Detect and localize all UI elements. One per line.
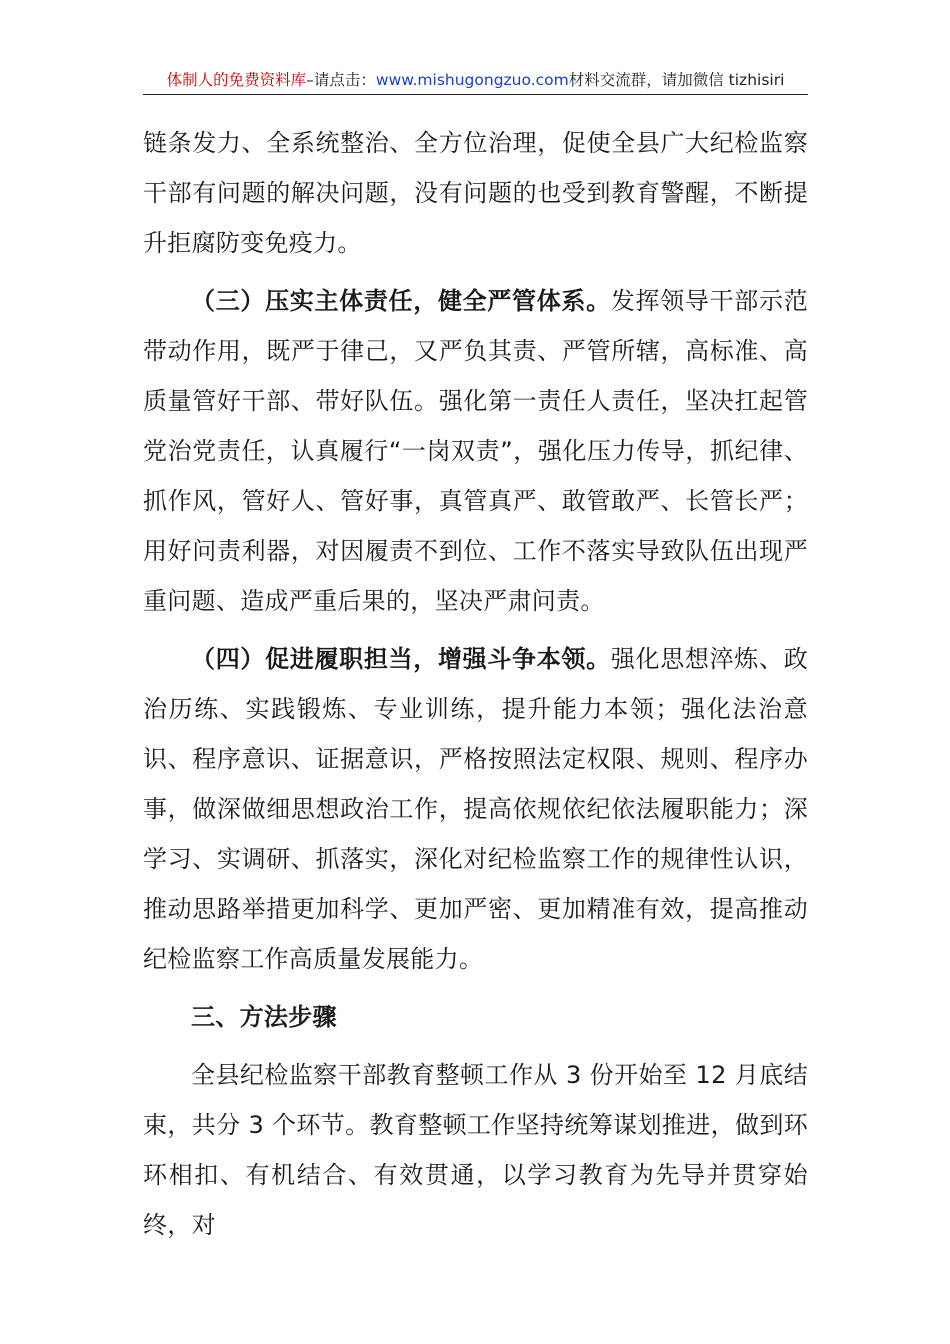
- section-4-heading: （四）促进履职担当，增强斗争本领。: [191, 645, 611, 673]
- section-3-heading: （三）压实主体责任，健全严管体系。: [191, 287, 611, 315]
- header-url-link[interactable]: www.mishugongzuo.com: [375, 71, 569, 89]
- header-prompt: –请点击：: [306, 71, 376, 89]
- paragraph-methods: 全县纪检监察干部教育整顿工作从 3 份开始至 12 月底结束，共分 3 个环节。教育整顿工作坚持统筹谋划推进，做到环环相扣、有机结合、有效贯通，以学习教育为先导并贯穿始终，对: [143, 1061, 808, 1239]
- paragraph-section-3: [143, 276, 808, 626]
- header-contact: 材料交流群，请加微信 tizhisiri: [568, 71, 785, 89]
- header-brand: 体制人的免费资料库: [166, 71, 307, 89]
- section-4-body: 强化思想淬炼、政治历练、实践锻炼、专业训练，提升能力本领；强化法治意识、程序意识、证据意识，严格按照法定权限、规则、程序办事，做深做细思想政治工作，提高依规依纪依法履职能力；深学习、实调研、抓落实，深化对纪检监察工作的规律性认识，推动思路举措更加科学、更加严密、更加精准有效，提高推动纪检监察工作高质量发展能力。: [143, 645, 808, 973]
- section-3-body: 发挥领导干部示范带动作用，既严于律己，又严负其责、严管所辖，高标准、高质量管好干部、带好队伍。强化第一责任人责任，坚决扛起管党治党责任，认真履行“一岗双责”，强化压力传导，抓纪律、抓作风，管好人、管好事，真管真严、敢管敢严、长管长严；用好问责利器，对因履责不到位、工作不落实导致队伍出现严重问题、造成严重后果的，坚决严肃问责。: [143, 287, 808, 615]
- section-title-methods: 三、方法步骤: [191, 1003, 337, 1031]
- document-body: [143, 118, 808, 1250]
- paragraph-continuation: 链条发力、全系统整治、全方位治理，促使全县广大纪检监察干部有问题的解决问题，没有问题的也受到教育警醒，不断提升拒腐防变免疫力。: [143, 129, 808, 257]
- page-header: [143, 66, 808, 95]
- paragraph-section-4: [143, 634, 808, 984]
